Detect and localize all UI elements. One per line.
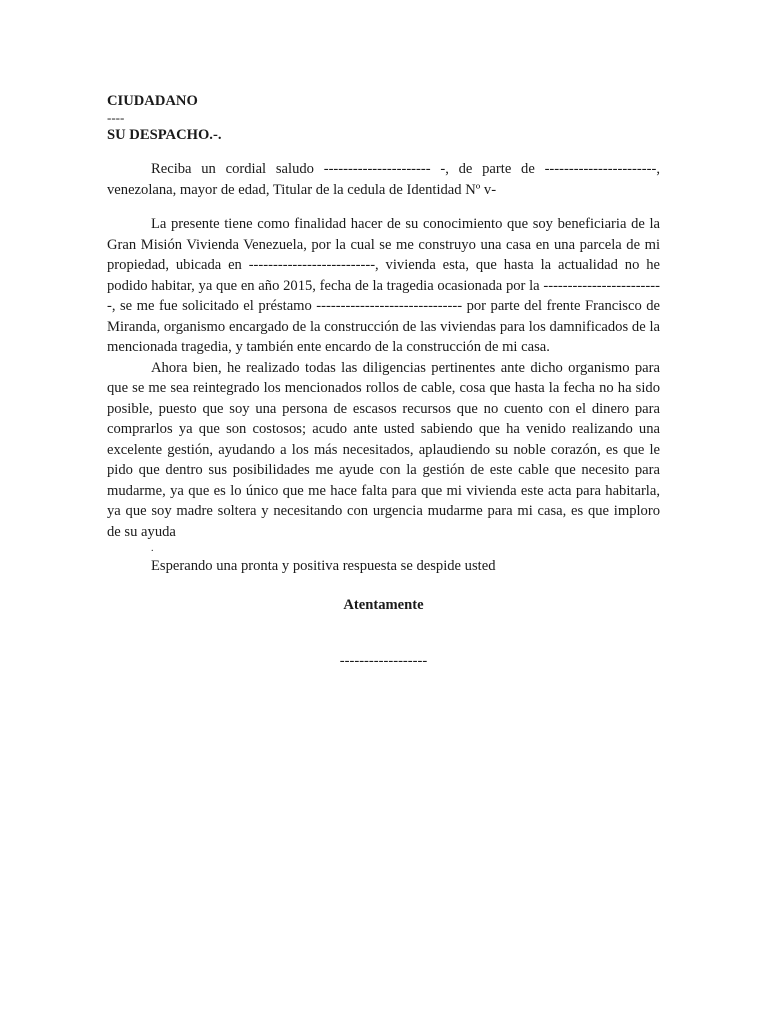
spacer bbox=[107, 200, 660, 214]
stray-dot: . bbox=[151, 543, 154, 554]
sign-off: Atentamente bbox=[343, 596, 424, 613]
intro-paragraph: Reciba un cordial saludo ---------------------- -, de parte de -----------------------, venezolana, mayor de edad, Titular de la cedula de Identidad Nº v- bbox=[107, 161, 660, 198]
recipient-dashes: ---- bbox=[107, 110, 125, 125]
letter-page bbox=[107, 91, 660, 686]
body-paragraph-1: La presente tiene como finalidad hacer de su conocimiento que soy beneficiaria de la Gran Misión Vivienda Venezuela, por la cual se me construyo una casa en una parcela de mi propiedad, ubicada en --------------------------, vivienda esta, que hasta la actualidad no he podido habitar, ya que en año 2015, fecha de la tragedia ocasionada por la -------------------------, se me fue solicitado el préstamo ------------------------------ por parte del frente Francisco de Miranda, organismo encargado de la construcción de las viviendas para los damnificados de la mencionada tragedia, y también ente encardo de la construcción de mi casa. bbox=[107, 216, 660, 355]
body-paragraph-2: Ahora bien, he realizado todas las diligencias pertinentes ante dicho organismo para que se me sea reintegrado los mencionados rollos de cable, cosa que hasta la fecha no ha sido posible, puesto que soy una persona de escasos recursos que no cuento con el dinero para comprarlos ya que son costosos; acudo ante usted sabiendo que ha venido realizando una excelente gestión, ayudando a los más necesitados, aplaudiendo su noble corazón, es que le pido que dentro sus posibilidades me ayude con la gestión de este cable que necesito para mudarme, ya que es lo único que me hace falta para que mi vivienda este acta para habitarla, ya que soy madre soltera y necesitando con urgencia mudarme para mi casa, es que imploro de su ayuda bbox=[107, 359, 660, 540]
closing-line: Esperando una pronta y positiva respuesta se despide usted bbox=[151, 558, 496, 574]
office-title: SU DESPACHO.-. bbox=[107, 127, 222, 143]
spacer bbox=[107, 145, 660, 159]
recipient-title: CIUDADANO bbox=[107, 93, 198, 109]
signature-line: ------------------ bbox=[339, 653, 428, 669]
